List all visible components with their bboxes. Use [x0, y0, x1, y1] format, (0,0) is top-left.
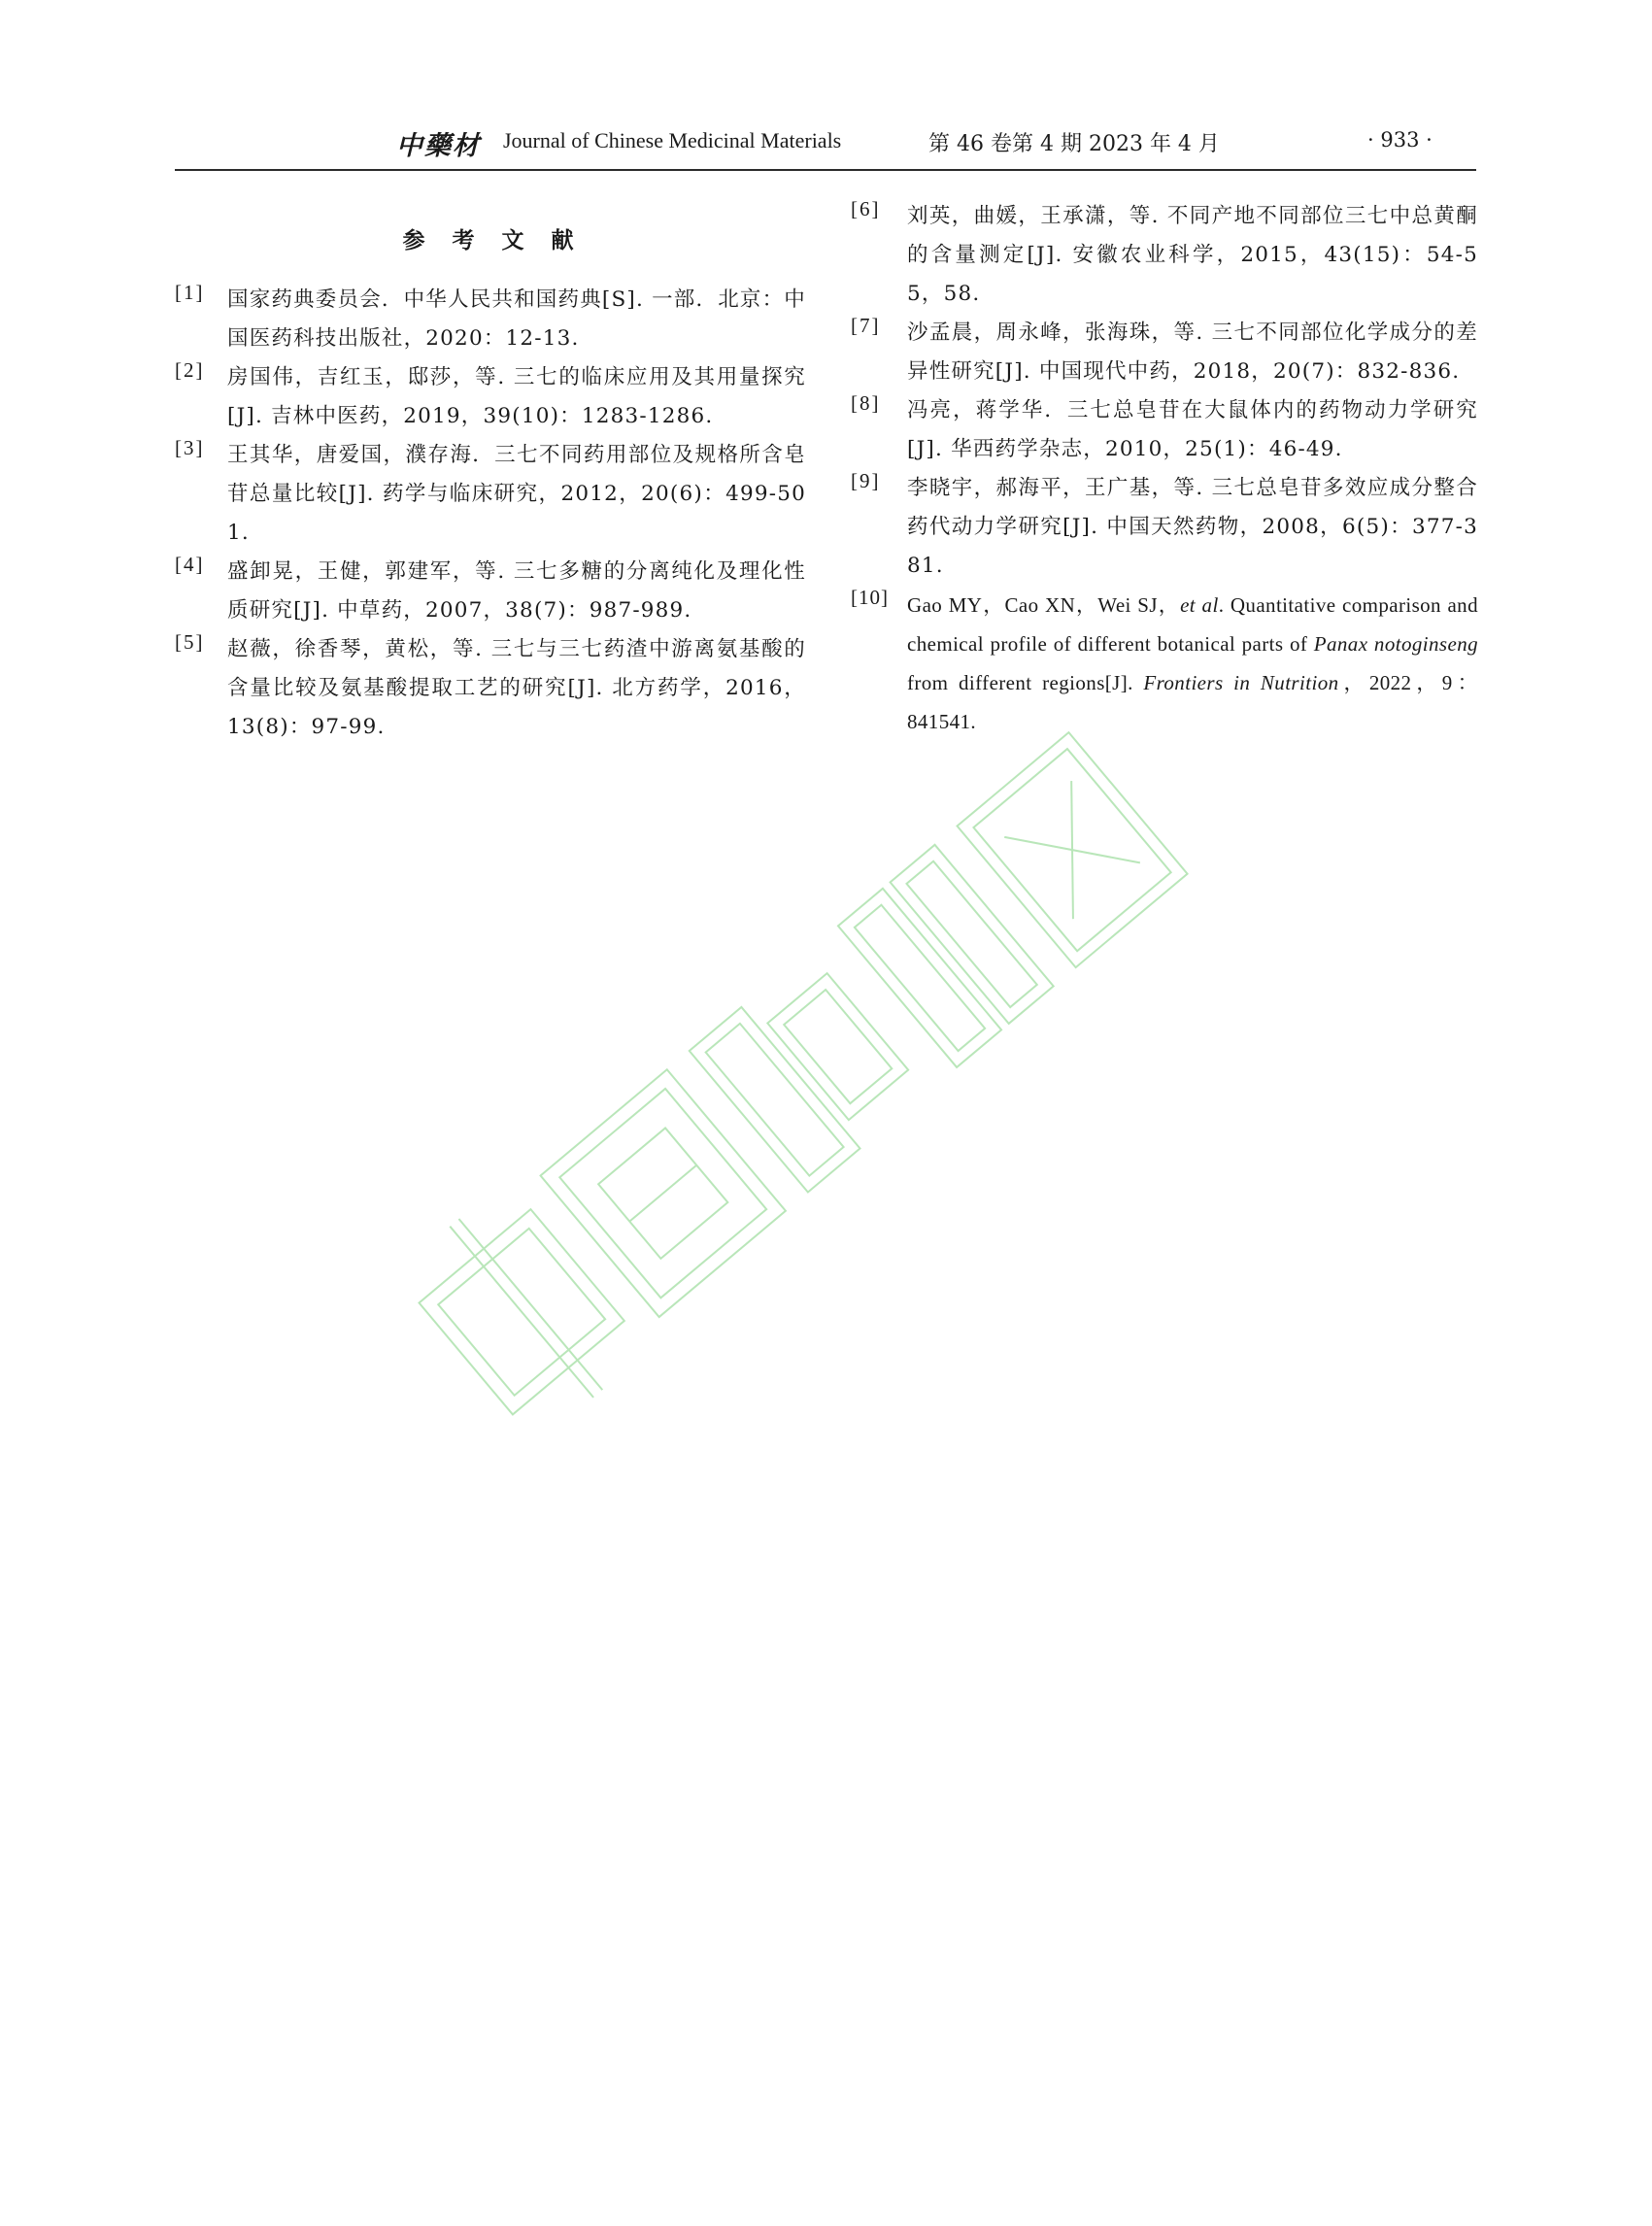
reference-number: [8]	[851, 391, 881, 415]
journal-title-en: Journal of Chinese Medicinal Materials	[503, 128, 842, 152]
reference-number: [6]	[851, 197, 881, 220]
reference-number: [4]	[175, 553, 205, 576]
reference-text: 房国伟，吉红玉，邸莎，等. 三七的临床应用及其用量探究[J]. 吉林中医药，2019，39(10)：1283-1286.	[227, 365, 806, 428]
reference-number: [2]	[175, 358, 205, 382]
reference-text	[907, 586, 1478, 741]
reference-text: 冯亮，蒋学华．三七总皂苷在大鼠体内的药物动力学研究[J]. 华西药学杂志，2010，25(1)：46-49.	[907, 398, 1478, 461]
reference-item	[175, 358, 806, 436]
reference-number: [9]	[851, 469, 881, 492]
header-rule	[175, 169, 1476, 171]
reference-item	[851, 586, 1478, 741]
reference-text: 盛卸晃，王健，郭建军，等. 三七多糖的分离纯化及理化性质研究[J]. 中草药，2007，38(7)：987-989.	[227, 559, 806, 623]
watermark-stamp	[330, 622, 1263, 1554]
running-header	[175, 124, 1476, 161]
reference-text: 国家药典委员会．中华人民共和国药典[S]. 一部．北京：中国医药科技出版社，2020：12-13.	[227, 287, 806, 351]
references-left-column	[175, 281, 806, 747]
reference-text: 刘英，曲媛，王承潇，等. 不同产地不同部位三七中总黄酮的含量测定[J]. 安徽农业科学，2015，43(15)：54-55，58.	[907, 204, 1478, 306]
references-heading: 参考文献	[402, 227, 601, 253]
reference-title-part: . Quantitative comparison and chemical profile of different botanical parts of	[907, 593, 1478, 656]
reference-text: 王其华，唐爱国，濮存海．三七不同药用部位及规格所含皂苷总量比较[J]. 药学与临床研究，2012，20(6)：499-501.	[227, 443, 806, 545]
reference-journal: Frontiers in Nutrition	[1143, 671, 1339, 694]
reference-item	[851, 197, 1478, 314]
reference-item	[175, 630, 806, 747]
reference-number: [7]	[851, 314, 881, 337]
reference-number: [1]	[175, 281, 205, 304]
reference-item	[851, 469, 1478, 586]
references-right-column	[851, 197, 1478, 741]
page-number: · 933 ·	[1367, 128, 1433, 152]
reference-text: 李晓宇，郝海平，王广基，等. 三七总皂苷多效应成分整合药代动力学研究[J]. 中国天然药物，2008，6(5)：377-381.	[907, 476, 1478, 578]
issue-info: 第 46 卷第 4 期 2023 年 4 月	[928, 132, 1220, 156]
reference-authors: Gao MY，Cao XN，Wei SJ，	[907, 593, 1181, 617]
reference-item	[175, 553, 806, 630]
reference-et-al: et al	[1180, 593, 1219, 617]
reference-title-tail: from different regions[J].	[907, 671, 1144, 694]
reference-species: Panax notoginseng	[1313, 632, 1478, 656]
reference-item	[175, 436, 806, 553]
reference-text: 沙孟晨，周永峰，张海珠，等. 三七不同部位化学成分的差异性研究[J]. 中国现代中药，2018，20(7)：832-836.	[907, 320, 1478, 384]
reference-item	[851, 391, 1478, 469]
reference-number: [5]	[175, 630, 205, 654]
reference-text: 赵薇，徐香琴，黄松，等. 三七与三七药渣中游离氨基酸的含量比较及氨基酸提取工艺的研究[J]. 北方药学，2016，13(8)：97-99.	[227, 637, 806, 739]
journal-logo: 中藥材	[396, 131, 481, 161]
reference-item	[175, 281, 806, 358]
reference-volume: ，2022，9：841541.	[907, 671, 1478, 733]
reference-number: [3]	[175, 436, 205, 459]
reference-number: [10]	[851, 586, 889, 609]
reference-item	[851, 314, 1478, 391]
